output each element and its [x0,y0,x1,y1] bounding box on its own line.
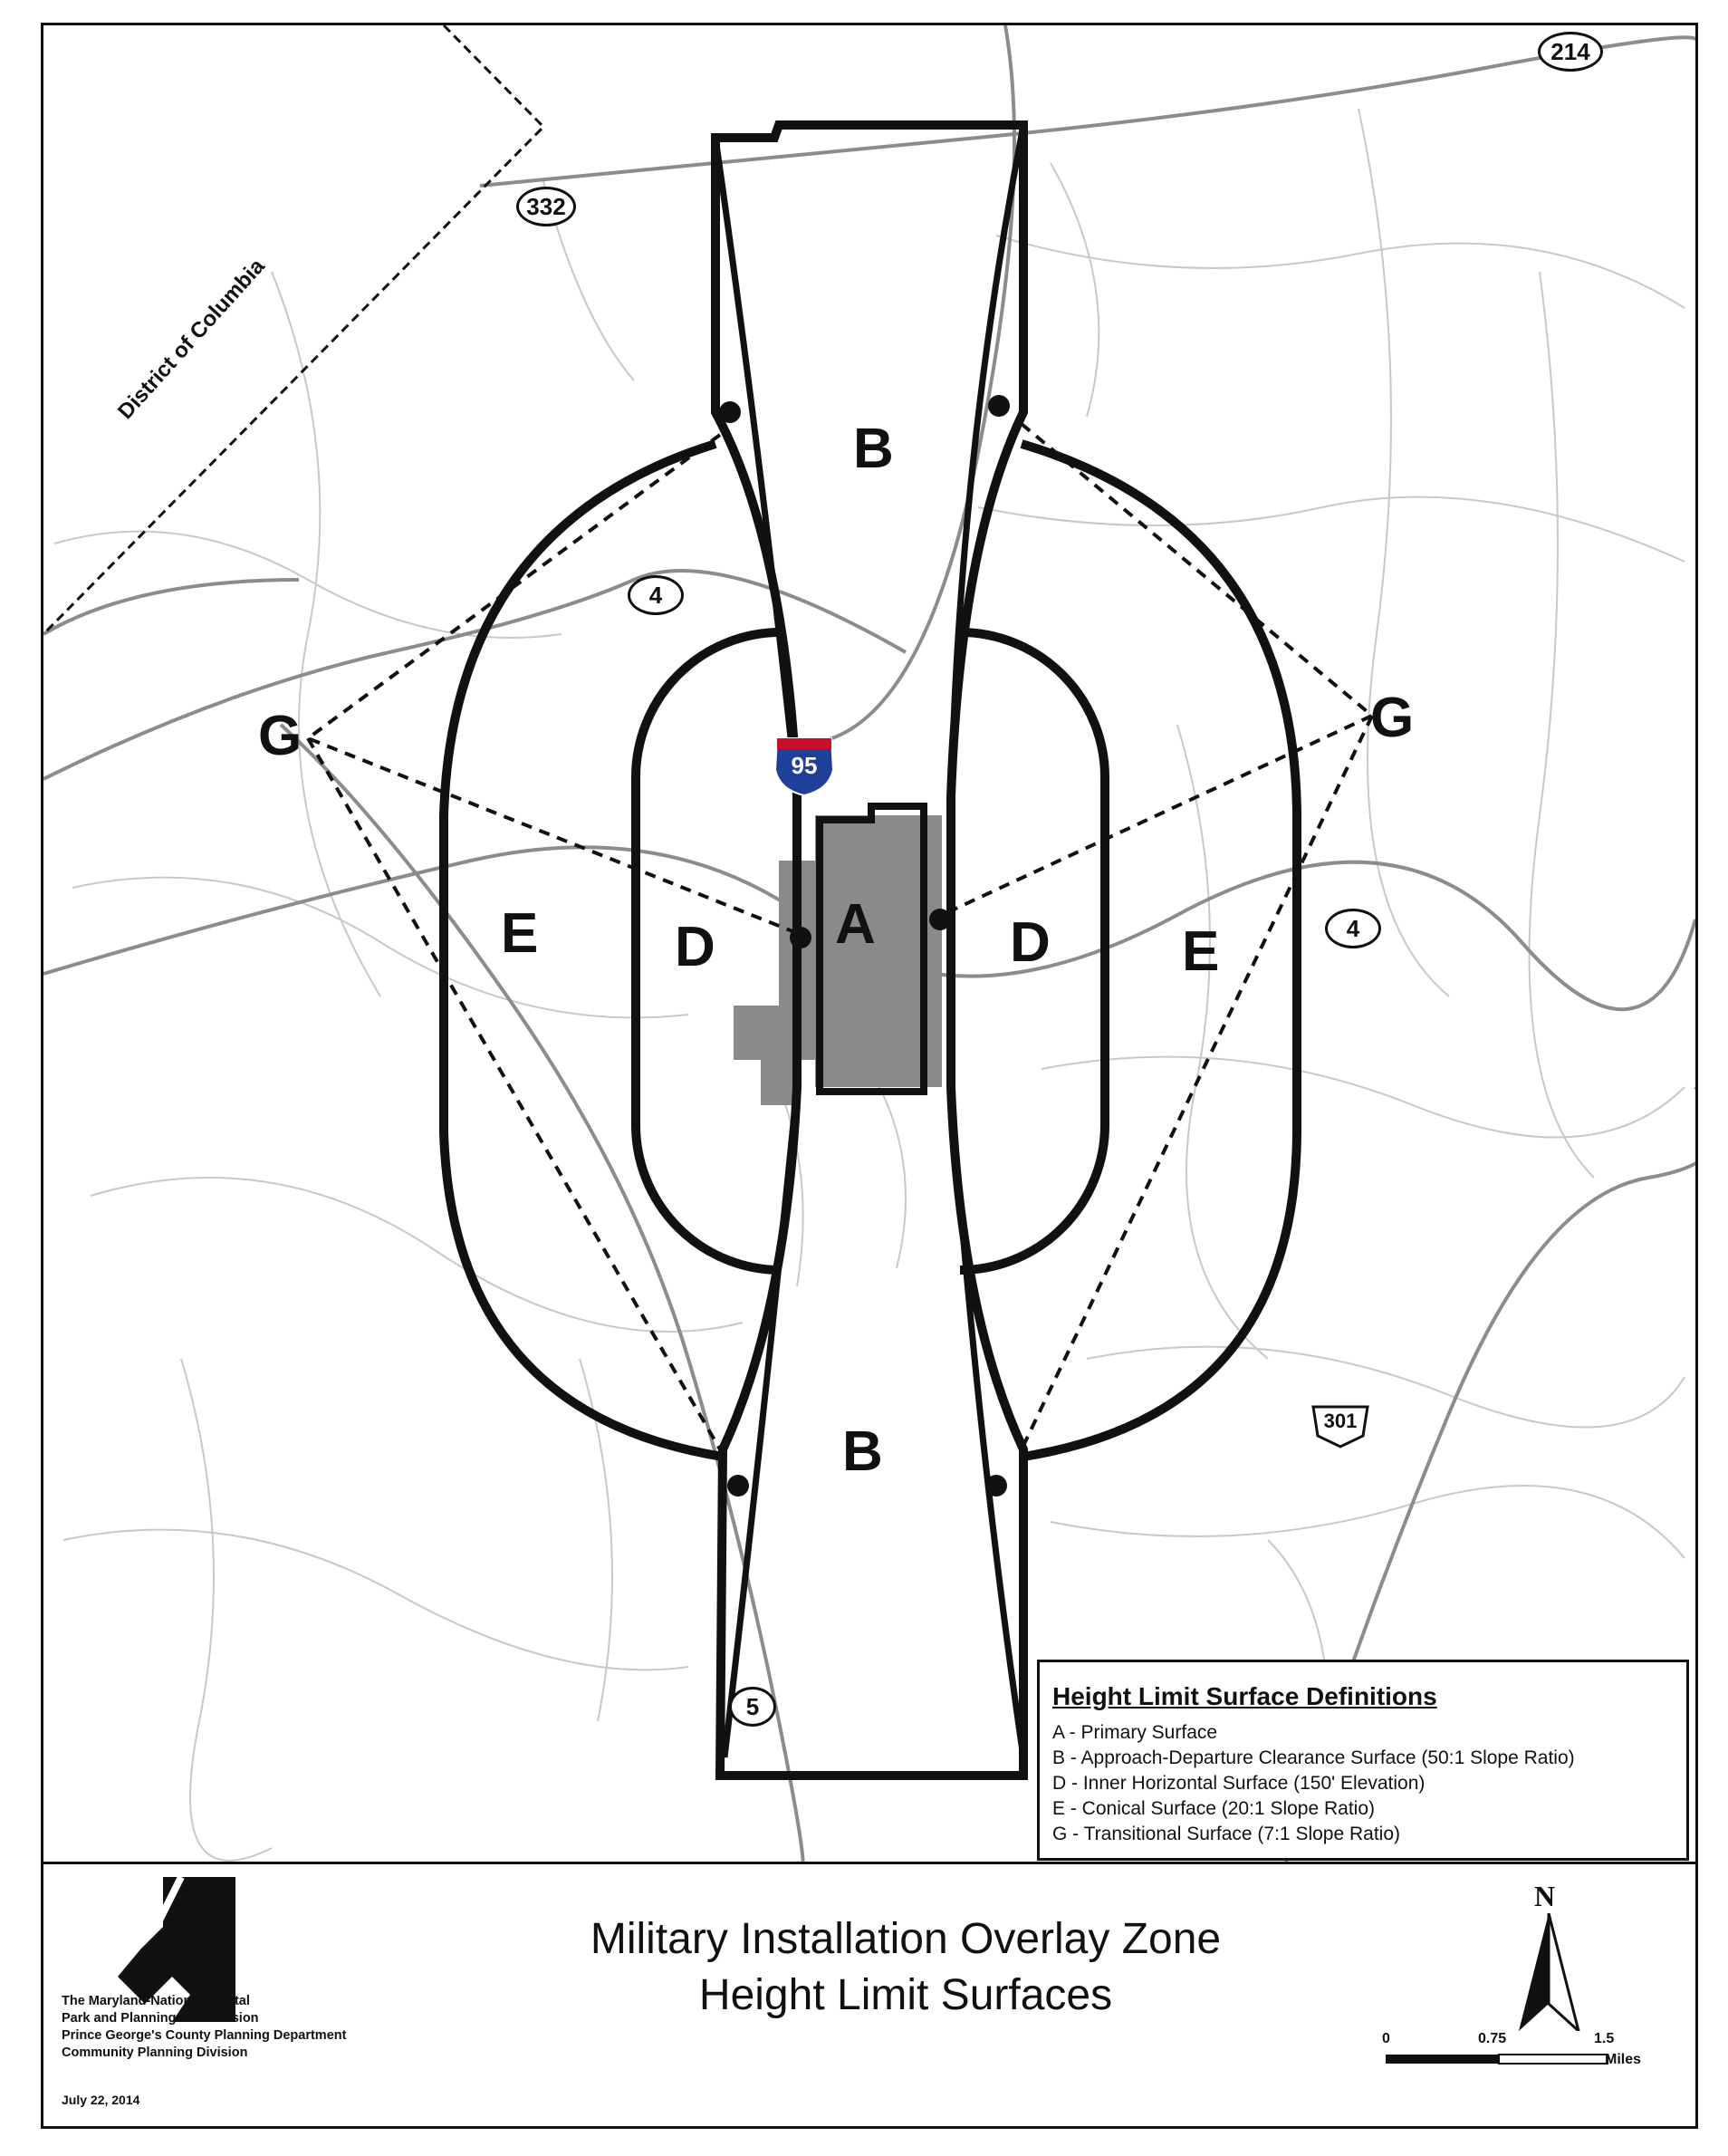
dc-boundary-line [43,25,543,634]
interstate-95-label: 95 [791,752,818,779]
org-line: The Maryland-National Capital [62,1994,250,2008]
north-arrow-icon [1517,1913,1580,2031]
scale-tick-end: 1.5 [1594,2031,1615,2046]
zone-label-g-west: G [258,705,302,767]
org-line: Community Planning Division [62,2045,248,2060]
map-date: July 22, 2014 [62,2093,140,2107]
scale-tick-0: 0 [1382,2031,1390,2046]
legend-item-e: E - Conical Surface (20:1 Slope Ratio) [1052,1798,1376,1819]
zone-label-g-east: G [1370,687,1415,749]
route-5-shield: 5 [729,1687,776,1727]
route-214-shield: 214 [1538,32,1603,72]
route-4-shield-east: 4 [1325,909,1381,948]
scale-unit: Miles [1605,2052,1642,2067]
org-line: Prince George's County Planning Department [62,2028,347,2043]
map-title-line-1: Military Installation Overlay Zone [590,1915,1222,1963]
legend-item-a: A - Primary Surface [1052,1722,1218,1743]
zone-label-e-east: E [1182,920,1220,983]
organization-block [62,1993,346,2062]
base-facility [734,815,942,1105]
scale-bar [1386,2053,1612,2067]
legend-title: Height Limit Surface Definitions [1052,1682,1437,1710]
us-301-label: 301 [1323,1410,1358,1432]
legend-item-g: G - Transitional Surface (7:1 Slope Ratio) [1052,1824,1401,1844]
legend-box [1037,1660,1689,1861]
map-title [507,1911,1304,2024]
dc-label: District of Columbia [113,254,270,425]
north-label: N [1534,1880,1556,1912]
map-title-line-2: Height Limit Surfaces [698,1971,1113,2019]
zone-label-e-west: E [501,902,539,965]
zone-label-b-north: B [853,418,894,480]
zone-label-d-east: D [1010,911,1051,974]
legend-item-d: D - Inner Horizontal Surface (150' Elevation) [1052,1773,1426,1794]
route-4-shield-north: 4 [628,575,684,615]
zone-label-d-west: D [675,916,715,978]
legend-item-b: B - Approach-Departure Clearance Surface (50:1 Slope Ratio) [1052,1747,1575,1768]
org-line: Park and Planning Commission [62,2011,259,2026]
scale-tick-mid: 0.75 [1478,2031,1507,2046]
route-332-shield: 332 [516,187,576,226]
zone-label-a: A [835,893,876,956]
zone-label-b-south: B [842,1420,883,1483]
legend-list [1052,1720,1674,1847]
